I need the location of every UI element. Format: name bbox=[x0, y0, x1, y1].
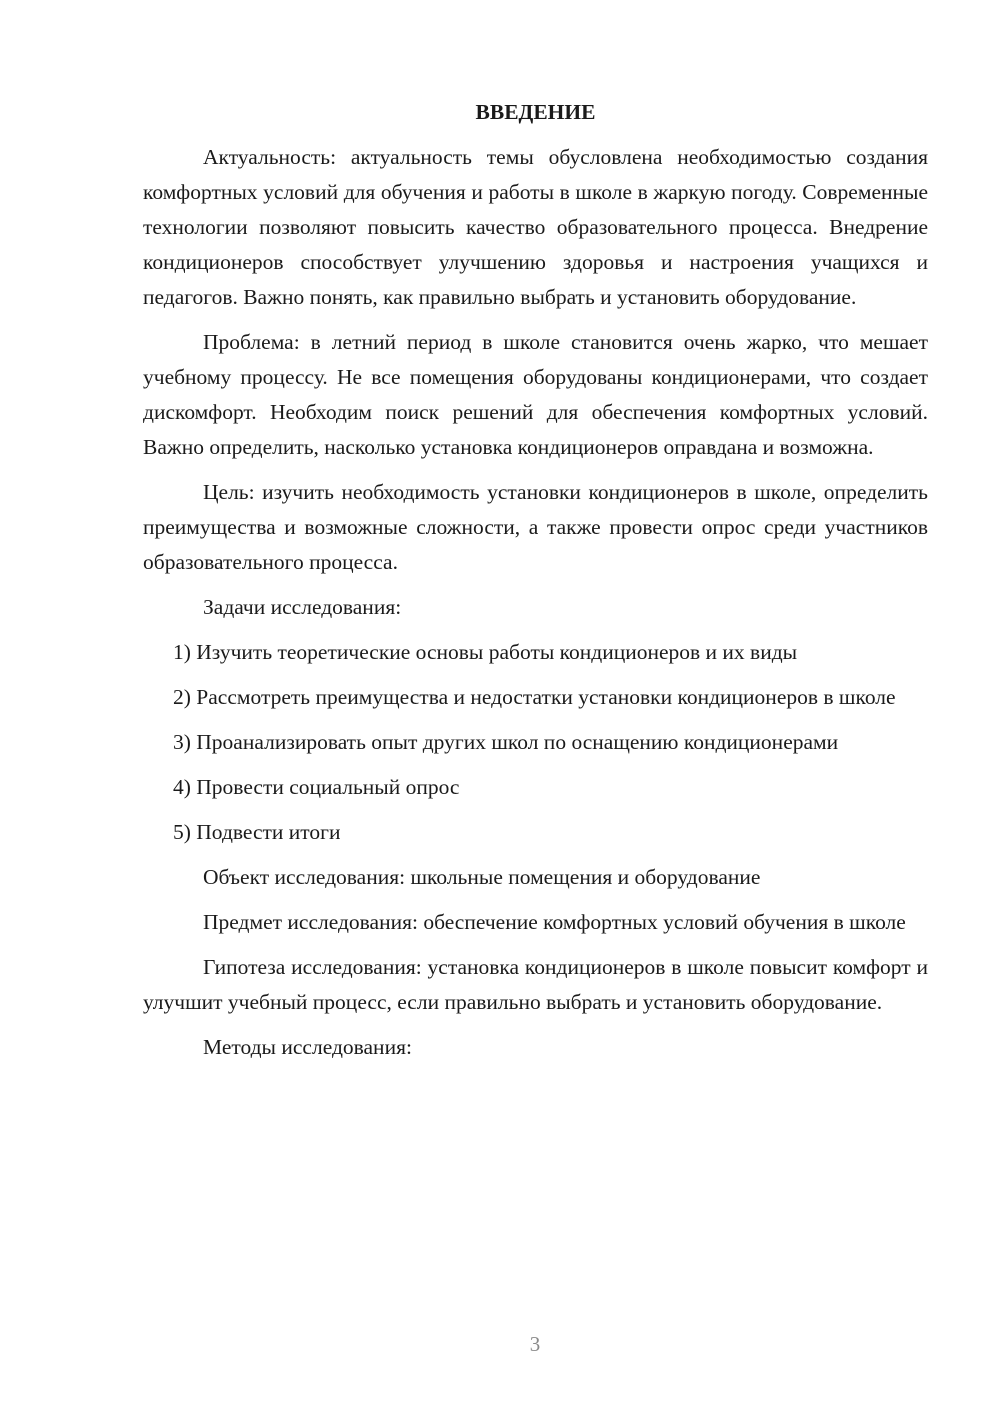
task-item-5: 5) Подвести итоги bbox=[173, 820, 341, 844]
page-number: 3 bbox=[529, 1332, 541, 1356]
task-item-1: 1) Изучить теоретические основы работы кондиционеров и их виды bbox=[173, 640, 798, 664]
methods-heading: Методы исследования: bbox=[203, 1035, 412, 1059]
problem-paragraph: Проблема: в летний период в школе становится очень жарко, что мешает учебному процессу. Не все помещения оборудованы кондиционерами, что создает дискомфорт. Необходим поиск решений для обеспечения комфортных условий. Важно определить, насколько установка кондиционеров оправдана и возможна. bbox=[143, 330, 928, 459]
goal-paragraph: Цель: изучить необходимость установки кондиционеров в школе, определить преимущества и возможные сложности, а также провести опрос среди участников образовательного процесса. bbox=[143, 480, 928, 574]
task-item-4: 4) Провести социальный опрос bbox=[173, 775, 460, 799]
section-title: ВВЕДЕНИЕ bbox=[475, 100, 596, 124]
document-page bbox=[143, 95, 928, 1075]
tasks-heading: Задачи исследования: bbox=[203, 595, 402, 619]
object-paragraph: Объект исследования: школьные помещения и оборудование bbox=[203, 865, 761, 889]
relevance-paragraph: Актуальность: актуальность темы обусловлена необходимостью создания комфортных условий для обучения и работы в школе в жаркую погоду. Современные технологии позволяют повысить качество образовательного процесса. Внедрение кондиционеров способствует улучшению здоровья и настроения учащихся и педагогов. Важно понять, как правильно выбрать и установить оборудование. bbox=[143, 145, 928, 309]
task-item-3: 3) Проанализировать опыт других школ по оснащению кондиционерами bbox=[173, 730, 839, 754]
hypothesis-paragraph: Гипотеза исследования: установка кондиционеров в школе повысит комфорт и улучшит учебный процесс, если правильно выбрать и установить оборудование. bbox=[143, 955, 928, 1014]
task-item-2: 2) Рассмотреть преимущества и недостатки установки кондиционеров в школе bbox=[173, 685, 896, 709]
subject-paragraph: Предмет исследования: обеспечение комфортных условий обучения в школе bbox=[203, 910, 906, 934]
